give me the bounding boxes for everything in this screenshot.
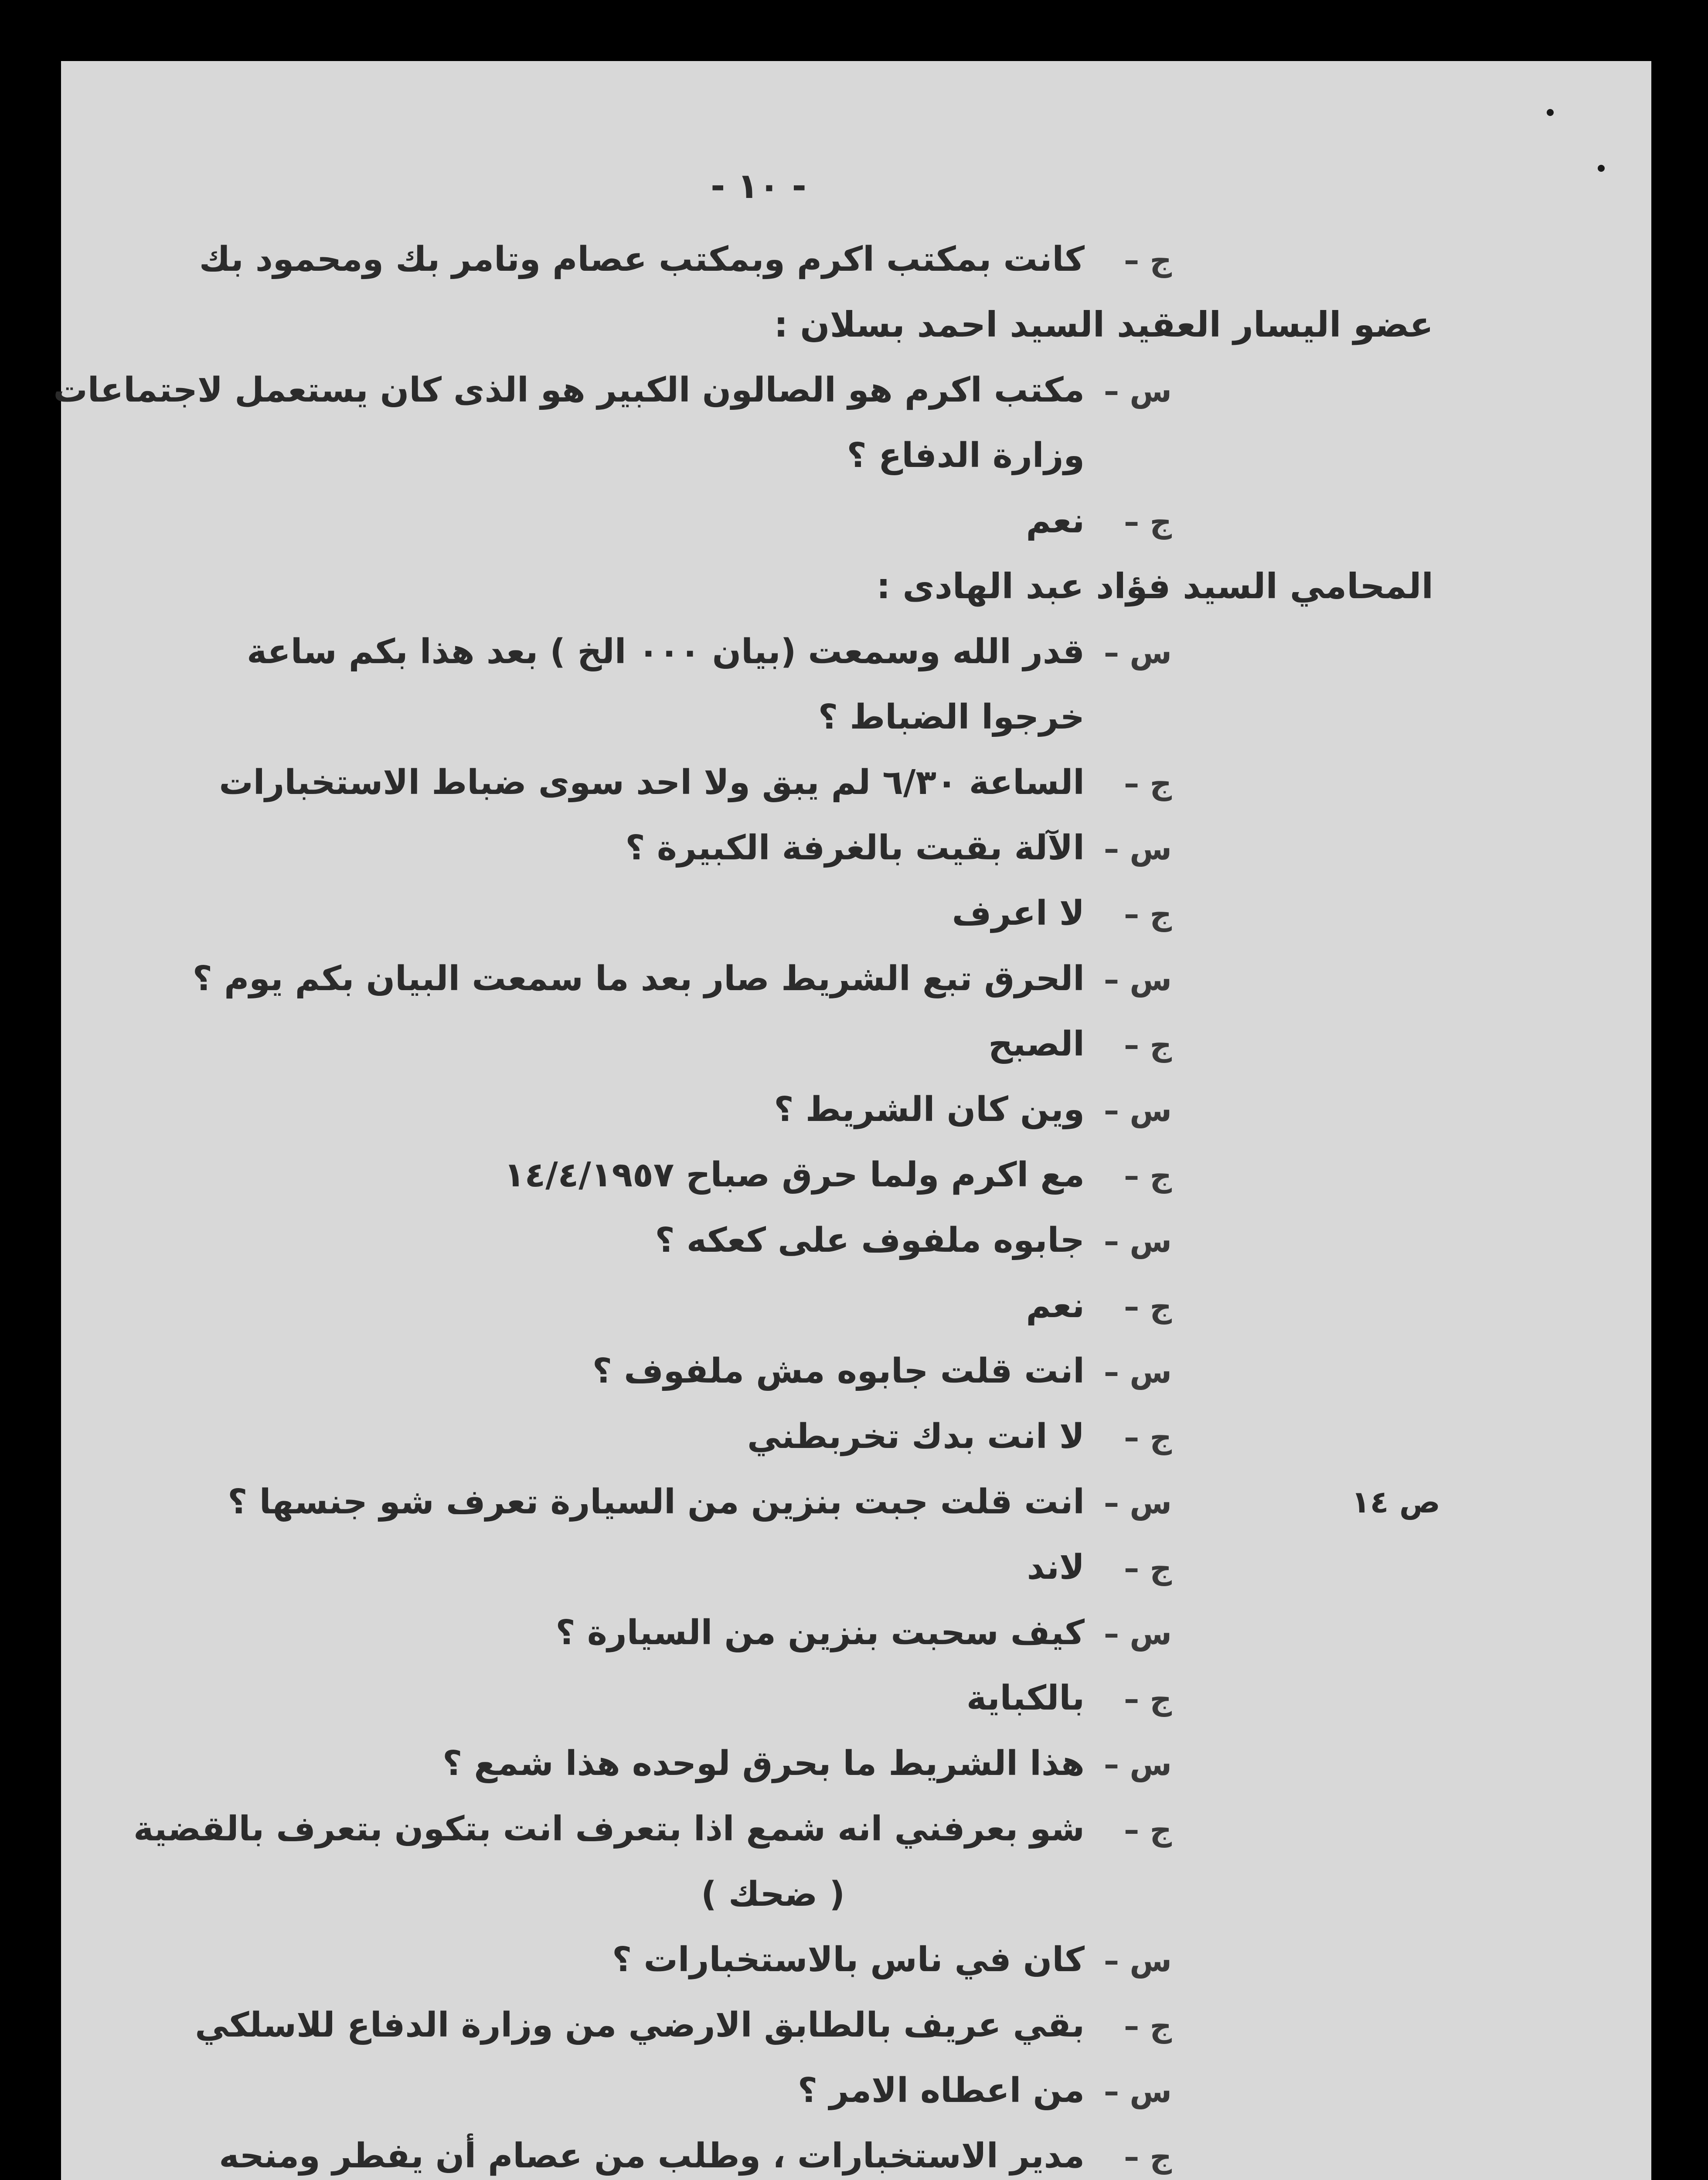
answer-line bbox=[126, 1805, 1172, 1854]
question-line bbox=[126, 2067, 1172, 2115]
answer-text: نعم bbox=[1026, 501, 1085, 541]
answer-text: مع اكرم ولما حرق صباح ١٤/٤/١٩٥٧ bbox=[504, 1155, 1085, 1195]
question-line bbox=[126, 824, 1172, 873]
question-line bbox=[126, 1086, 1172, 1134]
ink-dot bbox=[1547, 109, 1554, 116]
speaker-heading: عضو اليسار العقيد السيد احمد بسلان : bbox=[774, 304, 1433, 345]
answer-marker: ج – bbox=[1124, 1681, 1172, 1717]
question-marker: س – bbox=[1104, 2074, 1172, 2109]
question-marker: س – bbox=[1104, 1354, 1172, 1390]
question-line bbox=[126, 1216, 1172, 1265]
question-marker: س – bbox=[1104, 1485, 1172, 1521]
answer-line bbox=[126, 1151, 1172, 1200]
question-text: كيف سحبت بنزين من السيارة ؟ bbox=[555, 1613, 1085, 1652]
page-number: - ١٠ - bbox=[711, 166, 806, 206]
answer-marker: ج – bbox=[1124, 504, 1172, 540]
answer-line bbox=[126, 497, 1172, 546]
question-marker: س – bbox=[1104, 962, 1172, 998]
answer-text: كانت بمكتب اكرم وبمكتب عصام وتامر بك ومحمود بك bbox=[199, 240, 1085, 279]
answer-line bbox=[126, 759, 1172, 807]
answer-text: لا اعرف bbox=[952, 894, 1085, 933]
answer-text: الساعة ٦/٣٠ لم يبق ولا احد سوى ضباط الاستخبارات bbox=[219, 763, 1085, 802]
answer-line bbox=[126, 889, 1172, 938]
answer-text: نعم bbox=[1026, 1286, 1085, 1325]
question-line bbox=[126, 1936, 1172, 1985]
answer-marker: ج – bbox=[1124, 1550, 1172, 1586]
answer-line bbox=[126, 235, 1172, 284]
question-marker: س – bbox=[1104, 1223, 1172, 1259]
question-marker: س – bbox=[1104, 831, 1172, 867]
answer-marker: ج – bbox=[1124, 766, 1172, 801]
question-text: الآلة بقيت بالغرفة الكبيرة ؟ bbox=[625, 828, 1085, 868]
answer-line bbox=[126, 1413, 1172, 1461]
answer-text: شو بعرفني انه شمع اذا بتعرف انت بتكون بتعرف بالقضية bbox=[133, 1809, 1085, 1849]
answer-marker: ج – bbox=[1124, 896, 1172, 932]
question-marker: س – bbox=[1104, 1747, 1172, 1782]
question-marker: س – bbox=[1104, 635, 1172, 671]
question-line bbox=[126, 1347, 1172, 1396]
answer-text: لاند bbox=[1027, 1548, 1085, 1587]
answer-line bbox=[126, 1674, 1172, 1723]
question-line bbox=[126, 628, 1172, 677]
answer-line bbox=[126, 2001, 1172, 2050]
question-text: الحرق تبع الشريط صار بعد ما سمعت البيان بكم يوم ؟ bbox=[192, 959, 1085, 998]
question-marker: س – bbox=[1104, 1616, 1172, 1652]
question-marker: س – bbox=[1104, 1943, 1172, 1979]
question-text: انت قلت جبت بنزين من السيارة تعرف شو جنسها ؟ bbox=[228, 1482, 1085, 1522]
document-body bbox=[53, 61, 1651, 2180]
answer-marker: ج – bbox=[1124, 242, 1172, 278]
question-text: وين كان الشريط ؟ bbox=[774, 1090, 1085, 1129]
continuation-line: خرجوا الضباط ؟ bbox=[818, 698, 1085, 737]
question-line bbox=[126, 1478, 1172, 1527]
answer-text: بقي عريف بالطابق الارضي من وزارة الدفاع للاسلكي bbox=[195, 2006, 1085, 2045]
question-text: هذا الشريط ما بحرق لوحده هذا شمع ؟ bbox=[442, 1744, 1085, 1783]
question-line bbox=[126, 1740, 1172, 1788]
question-line bbox=[53, 366, 1172, 415]
paper-sheet bbox=[53, 61, 1651, 2180]
question-text: قدر الله وسمعت (بيان ٠٠٠ الخ ) بعد هذا بكم ساعة bbox=[247, 632, 1085, 671]
continuation-line: ( ضحك ) bbox=[701, 1875, 845, 1914]
question-text: جابوه ملفوف على كعكه ؟ bbox=[655, 1221, 1085, 1260]
answer-marker: ج – bbox=[1124, 1420, 1172, 1455]
answer-text: لا انت بدك تخربطني bbox=[747, 1417, 1085, 1456]
answer-marker: ج – bbox=[1124, 2139, 1172, 2175]
answer-marker: ج – bbox=[1124, 1289, 1172, 1325]
answer-text: بالكباية bbox=[966, 1679, 1085, 1718]
answer-marker: ج – bbox=[1124, 1158, 1172, 1194]
question-text: انت قلت جابوه مش ملفوف ؟ bbox=[592, 1352, 1085, 1391]
answer-line bbox=[126, 1282, 1172, 1331]
answer-marker: ج – bbox=[1124, 1027, 1172, 1063]
margin-page-reference: ص ١٤ bbox=[1351, 1484, 1440, 1520]
speaker-heading: المحامي السيد فؤاد عبد الهادى : bbox=[876, 566, 1433, 606]
question-line bbox=[126, 955, 1172, 1004]
question-marker: س – bbox=[1104, 1093, 1172, 1128]
answer-line bbox=[126, 1020, 1172, 1069]
answer-line bbox=[126, 1543, 1172, 1592]
question-text: مكتب اكرم هو الصالون الكبير هو الذى كان يستعمل لاجتماعات bbox=[53, 371, 1085, 410]
answer-line bbox=[126, 2132, 1172, 2180]
answer-marker: ج – bbox=[1124, 2008, 1172, 2044]
question-text: كان في ناس بالاستخبارات ؟ bbox=[612, 1940, 1085, 1979]
question-marker: س – bbox=[1104, 373, 1172, 409]
answer-text: الصبح bbox=[988, 1025, 1085, 1064]
continuation-line: وزارة الدفاع ؟ bbox=[847, 436, 1085, 475]
question-text: من اعطاه الامر ؟ bbox=[797, 2071, 1085, 2110]
question-line bbox=[126, 1609, 1172, 1658]
answer-marker: ج – bbox=[1124, 1812, 1172, 1848]
ink-dot bbox=[1598, 165, 1605, 172]
answer-text: مدير الاستخبارات ، وطلب من عصام أن يفطر ومنحه bbox=[219, 2136, 1085, 2176]
